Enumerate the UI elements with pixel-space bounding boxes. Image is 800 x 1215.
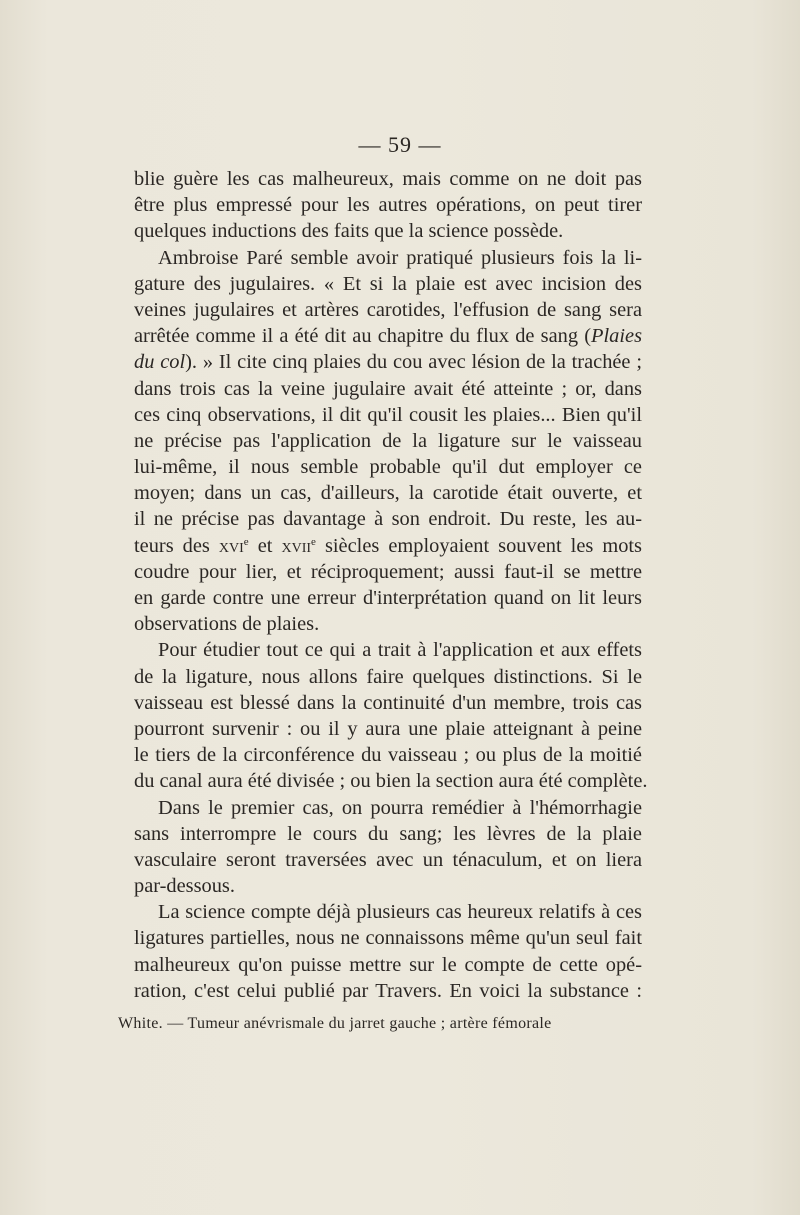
text-line <box>134 323 642 349</box>
text-line: moyen; dans un cas, d'ailleurs, la carotide était ouverte, et <box>134 482 642 505</box>
text-line: observations de plaies. <box>134 613 320 636</box>
text-line: vaisseau est blessé dans la continuité d'un membre, trois cas <box>134 691 642 714</box>
superscript: e <box>243 535 249 548</box>
line-text: siècles employaient souvent les mots <box>315 534 642 557</box>
text-line: du canal aura été divisée ; ou bien la section aura été complète. <box>134 770 648 793</box>
text-line: Pour étudier tout ce qui a trait à l'application et aux effets <box>158 639 642 662</box>
text-line: gature des jugulaires. « Et si la plaie est avec incision des <box>134 272 642 295</box>
line-text: arrêtée comme il a été dit au chapitre du flux de sang ( <box>134 325 592 348</box>
text-line: de la ligature, nous allons faire quelques distinctions. Si le <box>134 665 642 688</box>
text-line: sans interrompre le cours du sang; les lèvres de la plaie <box>134 822 642 845</box>
text-line: être plus empressé pour les autres opérations, on peut tirer <box>134 194 642 217</box>
text-line: lui-même, il nous semble probable qu'il dut employer ce <box>134 456 642 479</box>
text-line: pourront survenir : ou il y aura une plaie atteignant à peine <box>134 717 642 740</box>
text-line: Dans le premier cas, on pourra remédier à l'hémorrhagie <box>158 796 642 819</box>
text-line: ration, c'est celui publié par Travers. En voici la substance : <box>134 979 642 1002</box>
footnote: White. — Tumeur anévrismale du jarret gauche ; artère fémorale <box>118 1015 552 1032</box>
text-line: coudre pour lier, et réciproquement; aussi faut-il se mettre <box>134 560 642 583</box>
superscript: e <box>311 535 316 548</box>
text-line: blie guère les cas malheureux, mais comme on ne doit pas <box>134 168 642 190</box>
text-line: le tiers de la circonférence du vaisseau ; ou plus de la moitié <box>134 744 642 767</box>
century-numeral: xvii <box>281 534 312 557</box>
text-line: malheureux qu'on puisse mettre sur le compte de cette opé- <box>134 953 642 976</box>
text-line: dans trois cas la veine jugulaire avait été atteinte ; or, dans <box>134 377 642 400</box>
line-text: ). » Il cite cinq plaies du cou avec lésion de la trachée ; <box>185 351 642 374</box>
italic-citation: Plaies <box>591 325 642 348</box>
text-line: quelques inductions des faits que la science possède. <box>134 220 564 243</box>
text-line: ligatures partielles, nous ne connaissons même qu'un seul fait <box>134 927 642 950</box>
text-line: ne précise pas l'application de la ligature sur le vaisseau <box>134 429 642 452</box>
text-line: en garde contre une erreur d'interprétation quand on lit leurs <box>134 587 642 609</box>
text-line: il ne précise pas davantage à son endroit. Du reste, les au- <box>134 508 642 531</box>
italic-citation: du col <box>134 351 186 374</box>
line-text: et <box>248 534 282 557</box>
century-numeral: xvi <box>218 534 244 557</box>
text-line: La science compte déjà plusieurs cas heureux relatifs à ces <box>158 901 642 924</box>
body-text <box>134 166 648 1004</box>
line-text: teurs des <box>134 534 219 557</box>
text-line <box>134 533 642 559</box>
text-line: ces cinq observations, il dit qu'il cousit les plaies... Bien qu'il <box>134 403 642 426</box>
text-line: Ambroise Paré semble avoir pratiqué plusieurs fois la li- <box>158 246 642 269</box>
text-line <box>134 349 642 375</box>
text-line: par-dessous. <box>134 875 235 898</box>
page-number: — 59 — <box>358 132 442 157</box>
text-line: vasculaire seront traversées avec un ténaculum, et on liera <box>134 848 642 871</box>
text-line: veines jugulaires et artères carotides, l'effusion de sang sera <box>134 298 642 321</box>
